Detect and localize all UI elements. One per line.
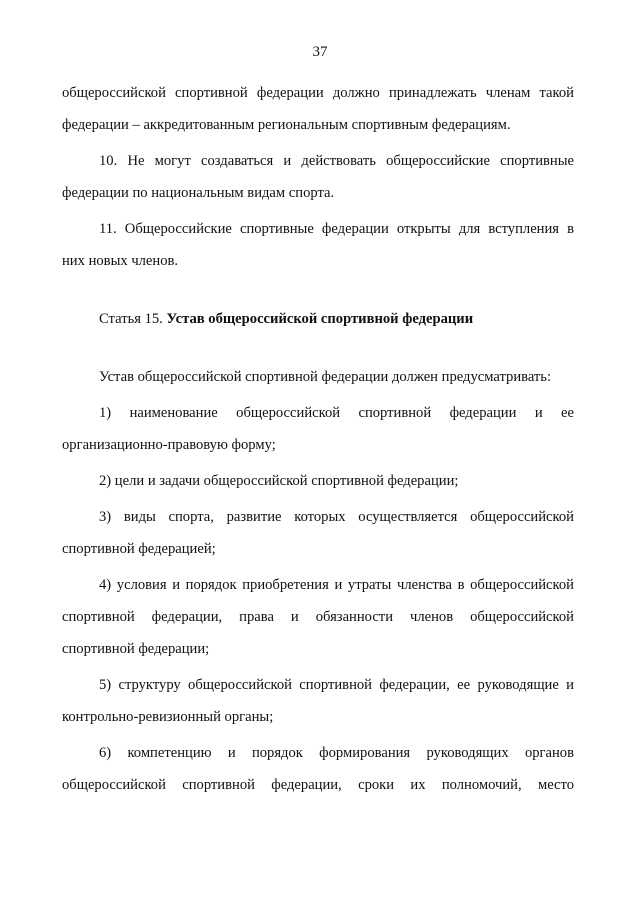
text-line: 11. Общероссийские спортивные федерации открыты для вступления в <box>99 221 574 237</box>
text-line: 4) условия и порядок приобретения и утраты членства в общероссийской <box>99 577 574 593</box>
text-line: 10. Не могут создаваться и действовать общероссийские спортивные <box>99 153 574 169</box>
article-title: Устав общероссийской спортивной федерации <box>166 311 474 327</box>
text-line: них новых членов. <box>62 253 179 269</box>
text-line: 3) виды спорта, развитие которых осуществляется общероссийской <box>99 509 574 525</box>
paragraph-item-10 <box>62 145 574 209</box>
text-line: Устав общероссийской спортивной федерации должен предусматривать: <box>99 369 552 385</box>
text-line: 6) компетенцию и порядок формирования руководящих органов <box>99 745 574 761</box>
paragraph-continuation <box>62 77 574 141</box>
text-line: спортивной федерации, права и обязанности членов общероссийской <box>62 609 574 625</box>
page-number: 37 <box>312 44 328 60</box>
list-item-5 <box>62 669 574 733</box>
text-line: контрольно-ревизионный органы; <box>62 709 274 725</box>
article-heading <box>62 303 574 335</box>
list-item-6 <box>62 737 574 801</box>
page-content <box>62 77 574 801</box>
text-line: общероссийской спортивной федерации должно принадлежать членам такой <box>62 85 574 101</box>
article-number: Статья 15. <box>99 311 167 327</box>
list-item-3 <box>62 501 574 565</box>
list-item-2 <box>62 465 574 497</box>
text-line: спортивной федерацией; <box>62 541 216 557</box>
paragraph-intro <box>62 361 574 393</box>
list-item-1 <box>62 397 574 461</box>
paragraph-item-11 <box>62 213 574 277</box>
text-line: федерации – аккредитованным региональным спортивным федерациям. <box>62 117 511 133</box>
text-line: федерации по национальным видам спорта. <box>62 185 335 201</box>
text-line: 1) наименование общероссийской спортивной федерации и ее <box>99 405 574 421</box>
text-line: 5) структуру общероссийской спортивной федерации, ее руководящие и <box>99 677 574 693</box>
text-line: 2) цели и задачи общероссийской спортивной федерации; <box>99 473 459 489</box>
text-line: общероссийской спортивной федерации, сроки их полномочий, место <box>62 777 574 793</box>
list-item-4 <box>62 569 574 665</box>
text-line: спортивной федерации; <box>62 641 210 657</box>
text-line: организационно-правовую форму; <box>62 437 276 453</box>
